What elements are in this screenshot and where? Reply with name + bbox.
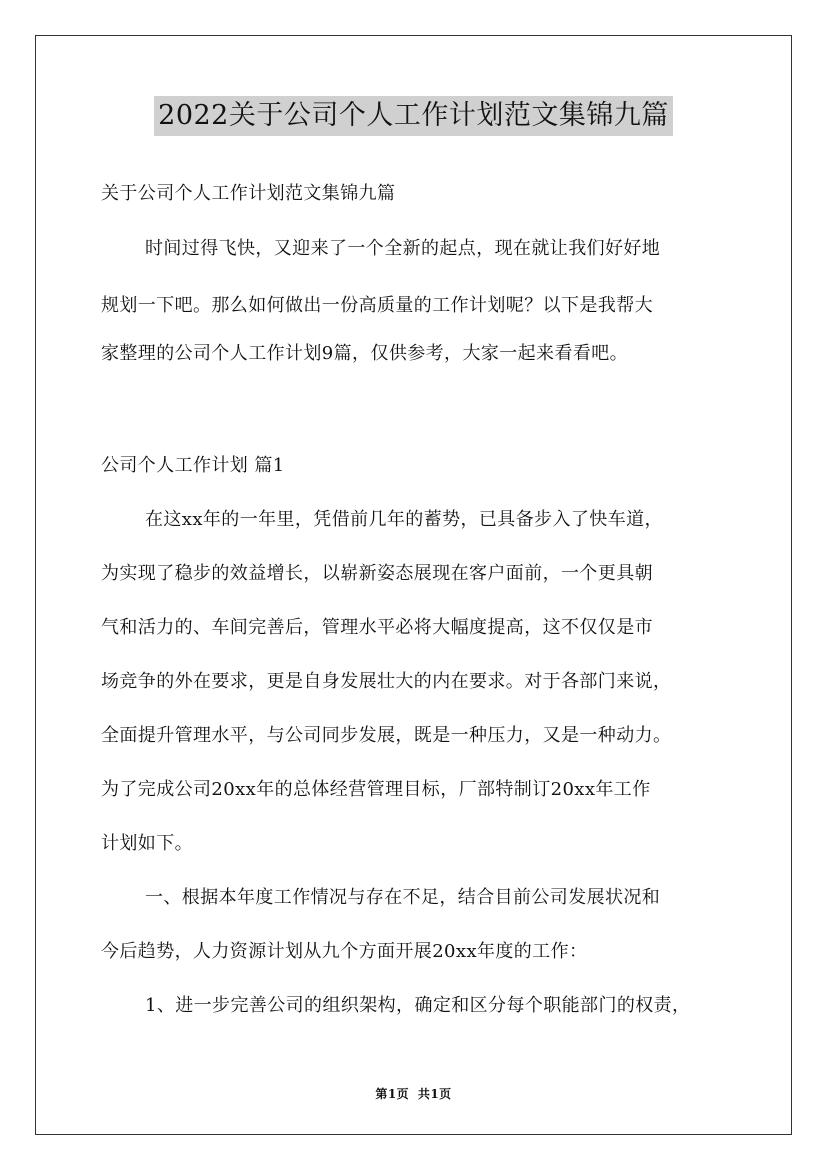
intro-line-1: 时间过得飞快，又迎来了一个全新的起点，现在就让我们好好地 [145, 238, 661, 259]
body-line-10: 1、进一步完善公司的组织架构，确定和区分每个职能部门的权责， [145, 995, 691, 1016]
body-line-1: 在这xx年的一年里，凭借前几年的蓄势，已具备步入了快车道， [145, 509, 663, 530]
subtitle: 关于公司个人工作计划范文集锦九篇 [101, 183, 396, 204]
page-total: 共1页 [417, 1087, 452, 1101]
body-line-3: 气和活力的、车间完善后，管理水平必将大幅度提高，这不仅仅是市 [101, 617, 653, 638]
body-line-8: 一、根据本年度工作情况与存在不足，结合目前公司发展状况和 [145, 887, 661, 908]
intro-line-3: 家整理的公司个人工作计划9篇，仅供参考，大家一起来看看吧。 [101, 343, 629, 364]
body-line-6: 为了完成公司20xx年的总体经营管理目标，厂部特制订20xx年工作 [101, 779, 651, 800]
body-line-4: 场竞争的外在要求，更是自身发展壮大的内在要求。对于各部门来说， [101, 671, 672, 692]
body-line-5: 全面提升管理水平，与公司同步发展，既是一种压力，又是一种动力。 [101, 725, 672, 746]
document-title: 2022关于公司个人工作计划范文集锦九篇 [154, 96, 673, 136]
title-container [0, 96, 827, 136]
body-line-9: 今后趋势，人力资源计划从九个方面开展20xx年度的工作： [101, 941, 588, 962]
page-footer [0, 1085, 827, 1102]
page-number: 第1页 [375, 1087, 410, 1101]
intro-line-2: 规划一下吧。那么如何做出一份高质量的工作计划呢？以下是我帮大 [101, 295, 653, 316]
section-heading: 公司个人工作计划 篇1 [101, 455, 285, 476]
body-line-7: 计划如下。 [101, 833, 193, 854]
body-line-2: 为实现了稳步的效益增长，以崭新姿态展现在客户面前，一个更具朝 [101, 563, 653, 584]
